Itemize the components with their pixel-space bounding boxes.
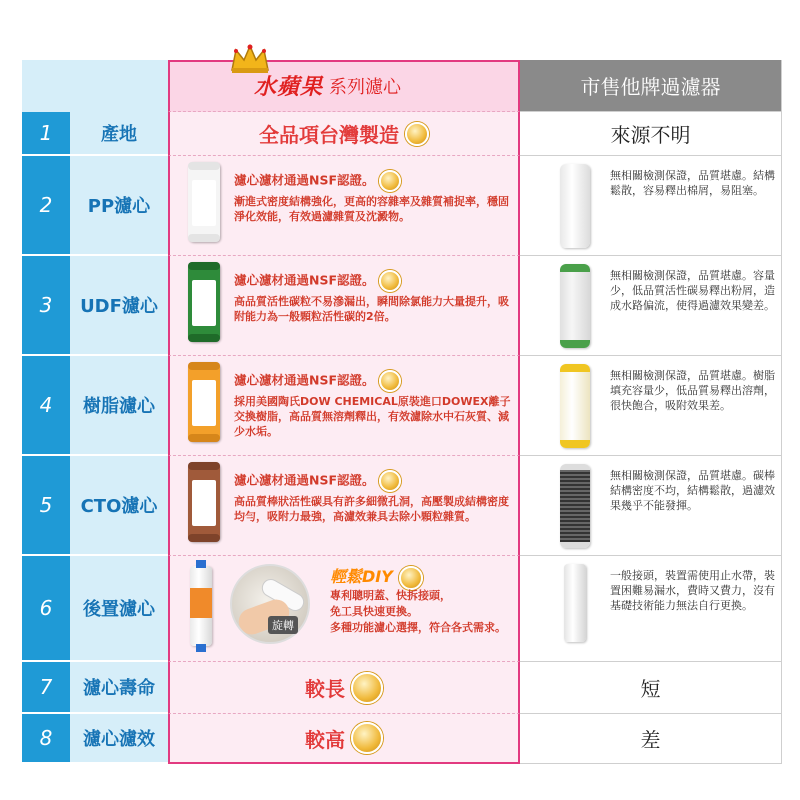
other-cell bbox=[520, 456, 782, 556]
row-number: 2 bbox=[22, 156, 70, 256]
brand-name: 水蘋果 bbox=[254, 75, 324, 100]
other-udf-filter-image bbox=[560, 264, 590, 348]
row-label: 樹脂濾心 bbox=[70, 356, 168, 456]
thumbs-up-icon bbox=[399, 566, 423, 590]
diy-line: 專利聰明蓋、快拆接頭， bbox=[330, 589, 451, 602]
brand-cell bbox=[168, 662, 520, 714]
brand-desc-title: 濾心濾材通過NSF認證。 bbox=[234, 272, 375, 288]
row-number: 1 bbox=[22, 112, 70, 156]
thumbs-up-icon bbox=[379, 470, 401, 492]
brand-cell bbox=[168, 256, 520, 356]
post-filter-image bbox=[190, 566, 212, 646]
brand-header-cell bbox=[168, 60, 520, 112]
table-row bbox=[22, 456, 782, 556]
other-cell bbox=[520, 662, 782, 714]
brand-desc: 高品質活性碳粒不易滲漏出，瞬間除氯能力大量提升，吸附能力為一般顆粒活性碳的2倍。 bbox=[234, 295, 509, 323]
row-label: 濾心壽命 bbox=[70, 662, 168, 714]
other-cell bbox=[520, 256, 782, 356]
row-label: CTO濾心 bbox=[70, 456, 168, 556]
other-post-filter-image bbox=[564, 564, 586, 642]
brand-desc-title: 濾心濾材通過NSF認證。 bbox=[234, 372, 375, 388]
diy-line: 多種功能濾心選擇，符合各式需求。 bbox=[330, 621, 506, 634]
brand-cell bbox=[168, 356, 520, 456]
diy-title: 輕鬆DIY bbox=[330, 567, 393, 586]
pp-filter-image bbox=[188, 162, 220, 242]
brand-desc-title: 濾心濾材通過NSF認證。 bbox=[234, 472, 375, 488]
row-label: UDF濾心 bbox=[70, 256, 168, 356]
table-row bbox=[22, 662, 782, 714]
thumbs-up-icon bbox=[379, 370, 401, 392]
header-row bbox=[22, 60, 782, 112]
row-label: 濾心濾效 bbox=[70, 714, 168, 764]
brand-value: 較高 bbox=[305, 727, 345, 752]
row-number: 8 bbox=[22, 714, 70, 764]
row-number: 7 bbox=[22, 662, 70, 714]
other-value: 差 bbox=[640, 728, 661, 752]
brand-cell bbox=[168, 556, 520, 662]
thumbs-up-icon bbox=[379, 270, 401, 292]
thumbs-up-icon bbox=[351, 722, 383, 754]
brand-suffix: 系列濾心 bbox=[329, 76, 402, 98]
brand-cell bbox=[168, 714, 520, 764]
header-blank-cell bbox=[22, 60, 168, 112]
brand-cell bbox=[168, 112, 520, 156]
row-label: 產地 bbox=[70, 112, 168, 156]
row-number: 5 bbox=[22, 456, 70, 556]
other-cell bbox=[520, 156, 782, 256]
other-pp-filter-image bbox=[560, 164, 590, 248]
diy-line: 免工具快速更換。 bbox=[330, 605, 418, 618]
other-resin-filter-image bbox=[560, 364, 590, 448]
table-row bbox=[22, 256, 782, 356]
brand-desc: 漸進式密度結構強化，更高的容雜率及雜質補捉率，穩固淨化效能，有效過濾雜質及沈澱物。 bbox=[234, 195, 509, 223]
brand-value: 較長 bbox=[305, 677, 345, 701]
other-cell bbox=[520, 356, 782, 456]
brand-cell bbox=[168, 456, 520, 556]
rotate-badge: 旋轉 bbox=[268, 616, 298, 634]
row-number: 3 bbox=[22, 256, 70, 356]
other-value: 短 bbox=[640, 677, 661, 701]
other-cell bbox=[520, 556, 782, 662]
row-number: 6 bbox=[22, 556, 70, 662]
other-desc: 無相關檢測保證，品質堪慮。結構鬆散，容易釋出棉屑，易阻塞。 bbox=[610, 169, 775, 197]
row-number: 4 bbox=[22, 356, 70, 456]
other-value: 來源不明 bbox=[610, 123, 691, 147]
other-cell bbox=[520, 112, 782, 156]
other-cell bbox=[520, 714, 782, 764]
table-row bbox=[22, 356, 782, 456]
brand-desc-title: 濾心濾材通過NSF認證。 bbox=[234, 172, 375, 188]
thumbs-up-icon bbox=[405, 122, 429, 146]
table-row bbox=[22, 556, 782, 662]
brand-desc: 採用美國陶氏DOW CHEMICAL原裝進口DOWEX離子交換樹脂，高品質無溶劑釋出，有效濾除水中石灰質、減少水垢。 bbox=[234, 395, 511, 438]
other-brand-header: 市售他牌過濾器 bbox=[520, 60, 782, 112]
row-label: PP濾心 bbox=[70, 156, 168, 256]
brand-title bbox=[254, 70, 401, 101]
resin-filter-image bbox=[188, 362, 220, 442]
cto-filter-image bbox=[188, 462, 220, 542]
brand-desc: 高品質棒狀活性碳具有許多細微孔洞，高壓製成結構密度均勻，吸附力最強，高濾效兼具去除小顆粒雜質。 bbox=[234, 495, 509, 523]
other-desc: 一般接頭，裝置需使用止水帶，裝置困難易漏水，費時又費力，沒有基礎技術能力無法自行更換。 bbox=[610, 569, 775, 612]
table-row bbox=[22, 714, 782, 764]
thumbs-up-icon bbox=[379, 170, 401, 192]
row-label: 後置濾心 bbox=[70, 556, 168, 662]
table-row bbox=[22, 112, 782, 156]
diy-desc bbox=[330, 588, 520, 636]
brand-cell bbox=[168, 156, 520, 256]
udf-filter-image bbox=[188, 262, 220, 342]
table-row bbox=[22, 156, 782, 256]
other-desc: 無相關檢測保證，品質堪慮。容量少，低品質活性碳易釋出粉屑，造成水路偏流，使得過濾效果變差。 bbox=[610, 269, 775, 312]
thumbs-up-icon bbox=[351, 672, 383, 704]
other-desc: 無相關檢測保證，品質堪慮。碳棒結構密度不均，結構鬆散，過濾效果幾乎不能發揮。 bbox=[610, 469, 775, 512]
other-cto-filter-image bbox=[560, 464, 590, 548]
brand-value: 全品項台灣製造 bbox=[259, 123, 399, 147]
other-desc: 無相關檢測保證，品質堪慮。樹脂填充容量少，低品質易釋出溶劑，很快飽合，吸附效果差。 bbox=[610, 369, 775, 412]
